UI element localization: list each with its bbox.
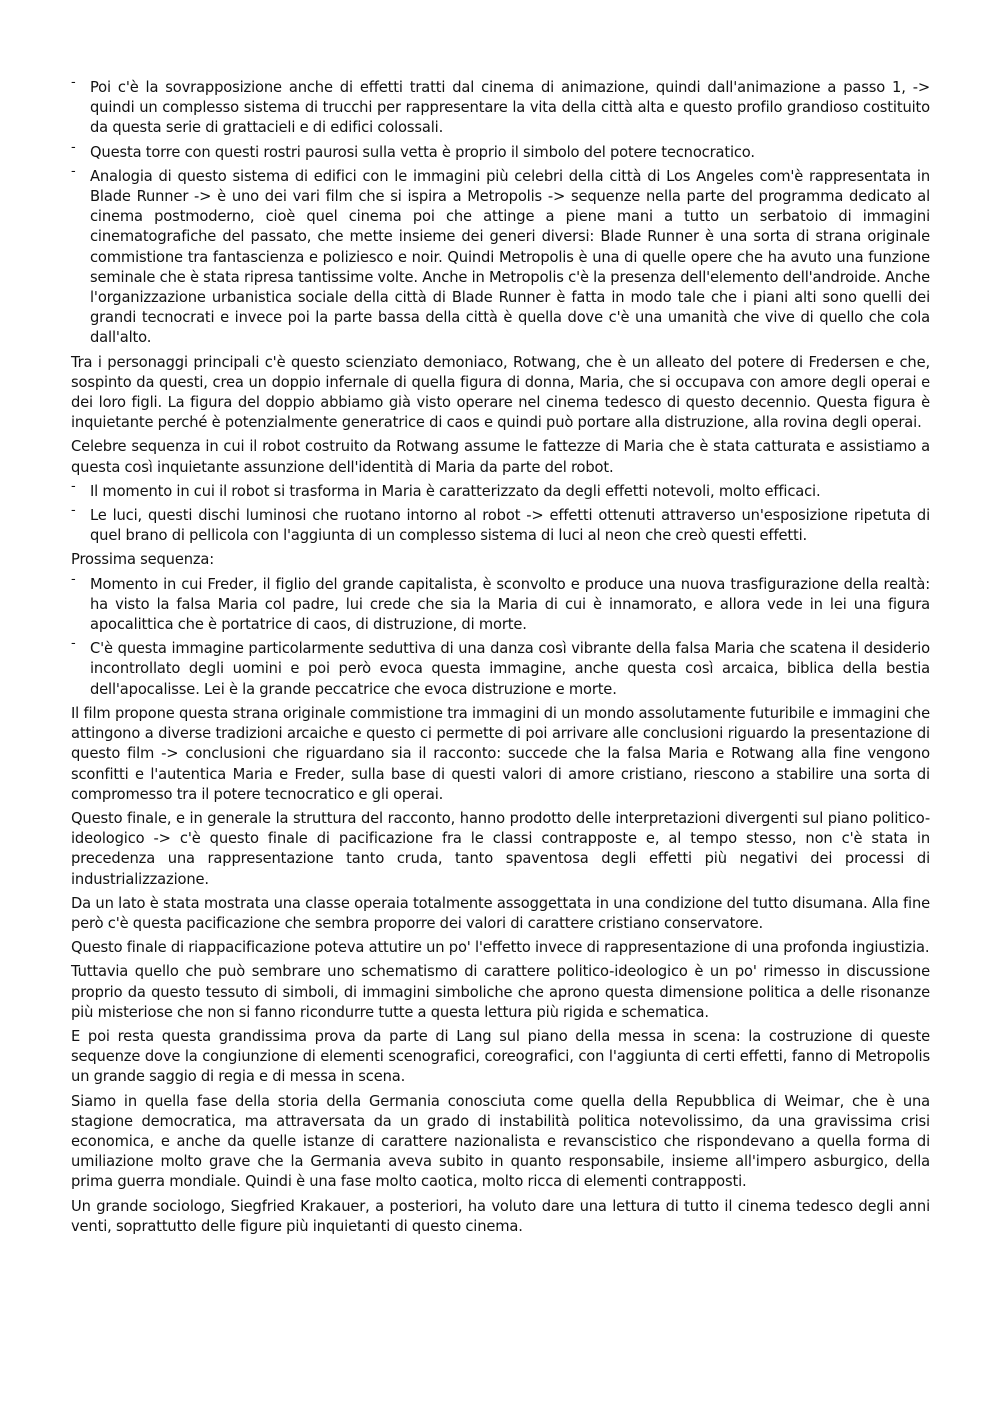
paragraph [71,894,930,934]
list-item [71,163,930,349]
section-label [71,550,930,570]
paragraph [71,809,930,890]
paragraph-text: E poi resta questa grandissima prova da parte di Lang sul piano della messa in scena: la costruzione di queste sequenze dove la congiunzione di elementi scenografici, coreografici, con l'aggiunta di certi effetti, fanno di Metropolis un grande saggio di regia e di messa in scena. [71,1027,930,1086]
bullet-list [71,478,930,547]
paragraph-text: Un grande sociologo, Siegfried Krakauer, a posteriori, ha voluto dare una lettura di tutto il cinema tedesco degli anni venti, soprattutto delle figure più inquietanti di questo cinema. [71,1197,930,1235]
paragraph-text: Celebre sequenza in cui il robot costruito da Rotwang assume le fattezze di Maria che è stata catturata e assistiamo a questa così inquietante assunzione dell'identità di Maria da parte del robot. [71,438,930,476]
dash-marker: - [71,503,76,519]
list-item-text: Poi c'è la sovrapposizione anche di effetti tratti dal cinema di animazione, quindi dall'animazione a passo 1, -> quindi un complesso sistema di trucchi per rappresentare la vita della città alta e questo profilo grandioso costituito da questa serie di grattacieli e di edifici colossali. [90,79,930,137]
section-label-text: Prossima sequenza: [71,551,215,569]
list-item-text: Questa torre con questi rostri paurosi sulla vetta è proprio il simbolo del potere tecnocratico. [90,143,755,161]
list-item [71,139,930,163]
bullet-list [71,75,930,349]
paragraph-text: Da un lato è stata mostrata una classe operaia totalmente assoggettata in una condizione del tutto disumana. Alla fine però c'è questa pacificazione che sembra proporre dei valori di carattere cristiano conservatore. [71,894,930,932]
paragraph [71,962,930,1023]
paragraph-text: Questo finale, e in generale la struttura del racconto, hanno prodotto delle interpretazioni divergenti sul piano politico-ideologico -> c'è questo finale di pacificazione fra le classi contrapposte e, al tempo stesso, non c'è stata in precedenza una rappresentazione tanto cruda, tanto spaventosa degli effetti più negativi dei processi di industrializzazione. [71,809,930,888]
paragraph [71,437,930,477]
paragraph [71,353,930,434]
paragraph [71,1027,930,1088]
paragraph [71,1092,930,1193]
paragraph [71,1197,930,1237]
list-item-text: Analogia di questo sistema di edifici con le immagini più celebri della città di Los Angeles com'è rappresentata in Blade Runner -> è uno dei vari film che si ispira a Metropolis -> sequenze nella parte del programma dedicato al cinema postmoderno, cioè quel cinema poi che attinge a piene mani a tutto un serbatoio di immagini cinematografiche del passato, che mette insieme dei generi diversi: Blade Runner è una sorta di strana originale commistione tra fantascienza e poliziesco e noir. Quindi Metropolis è una di quelle opere che ha avuto una funzione seminale che è stata ripresa tantissime volte. Anche in Metropolis c'è la presenza dell'elemento dell'androide. Anche l'organizzazione urbanistica sociale della città di Blade Runner è fatta in modo tale che i piani alti sono quelli dei grandi tecnocrati e invece poi la parte bassa della città è quella dove c'è una umanità che vive di quello che cola dall'alto. [90,167,930,347]
paragraph-text: Siamo in quella fase della storia della Germania conosciuta come quella della Repubblica di Weimar, che è una stagione democratica, ma attraversata da un grado di instabilità politica notevolissimo, da una gravissima crisi economica, e anche da quelle istanze di carattere nazionalista e revanscistico che rispondevano a quella forma di umiliazione molto grave che la Germania aveva subito in quanto responsabile, insieme all'impero asburgico, della prima guerra mondiale. Quindi è una fase molto caotica, molto ricca di elementi contrapposti. [71,1092,930,1191]
paragraph-text: Tuttavia quello che può sembrare uno schematismo di carattere politico-ideologico è un po' rimesso in discussione proprio da questo tessuto di simboli, di immagini simboliche che aprono questa dimensione politica a delle risonanze più misteriose che non si fanno ricondurre tutte a questa lettura più rigida e schematica. [71,963,930,1021]
dash-marker: - [71,478,76,494]
list-item [71,75,930,139]
dash-marker: - [71,75,76,90]
paragraph-text: Questo finale di riappacificazione poteva attutire un po' l'effetto invece di rappresentazione di una profonda ingiustizia. [71,939,930,957]
paragraph [71,704,930,805]
dash-marker: - [71,139,76,155]
list-item-text: C'è questa immagine particolarmente seduttiva di una danza così vibrante della falsa Maria che scatena il desiderio incontrollato degli uomini e poi però evoca questa immagine, anche questa così arcaica, biblica della bestia dell'apocalisse. Lei è la grande peccatrice che evoca distruzione e morte. [90,640,930,698]
paragraph-text: Tra i personaggi principali c'è questo scienziato demoniaco, Rotwang, che è un alleato del potere di Fredersen e che, sospinto da questi, crea un doppio infernale di quella figura di donna, Maria, che si occupava con amore degli operai e dei loro figli. La figura del doppio abbiamo già visto operare nel cinema tedesco di questo decennio. Questa figura è inquietante perché è potenzialmente generatrice di caos e quindi può portare alla distruzione, alla rovina degli operai. [71,353,930,432]
list-item [71,571,930,636]
list-item-text: Le luci, questi dischi luminosi che ruotano intorno al robot -> effetti ottenuti attraverso un'esposizione ripetuta di quel brano di pellicola con l'aggiunta di un complesso sistema di luci al neon che creò questi effetti. [90,507,930,545]
paragraph [71,938,930,958]
list-item [71,478,930,502]
paragraph-text: Il film propone questa strana originale commistione tra immagini di un mondo assolutamente futuribile e immagini che attingono a diverse tradizioni arcaiche e questo ci permette di poi arrivare alle conclusioni riguardo la presentazione di questo film -> conclusioni che riguardano sia il racconto: succede che la falsa Maria e Rotwang alla fine vengono sconfitti e l'autentica Maria e Freder, sulla base di questi valori di amore cristiano, riescono a stabilire una sorta di compromesso tra il potere tecnocratico e gli operai. [71,704,930,803]
list-item [71,636,930,700]
dash-marker: - [71,163,76,179]
list-item-text: Il momento in cui il robot si trasforma in Maria è caratterizzato da degli effetti notevoli, molto efficaci. [90,482,821,500]
dash-marker: - [71,571,76,587]
bullet-list [71,571,930,700]
list-item [71,503,930,546]
list-item-text: Momento in cui Freder, il figlio del grande capitalista, è sconvolto e produce una nuova trasfigurazione della realtà: ha visto la falsa Maria col padre, lui crede che sia la Maria di cui è innamorato, e allora vede in lei una figura apocalittica che è portatrice di caos, di distruzione, di morte. [90,575,930,634]
dash-marker: - [71,636,76,652]
